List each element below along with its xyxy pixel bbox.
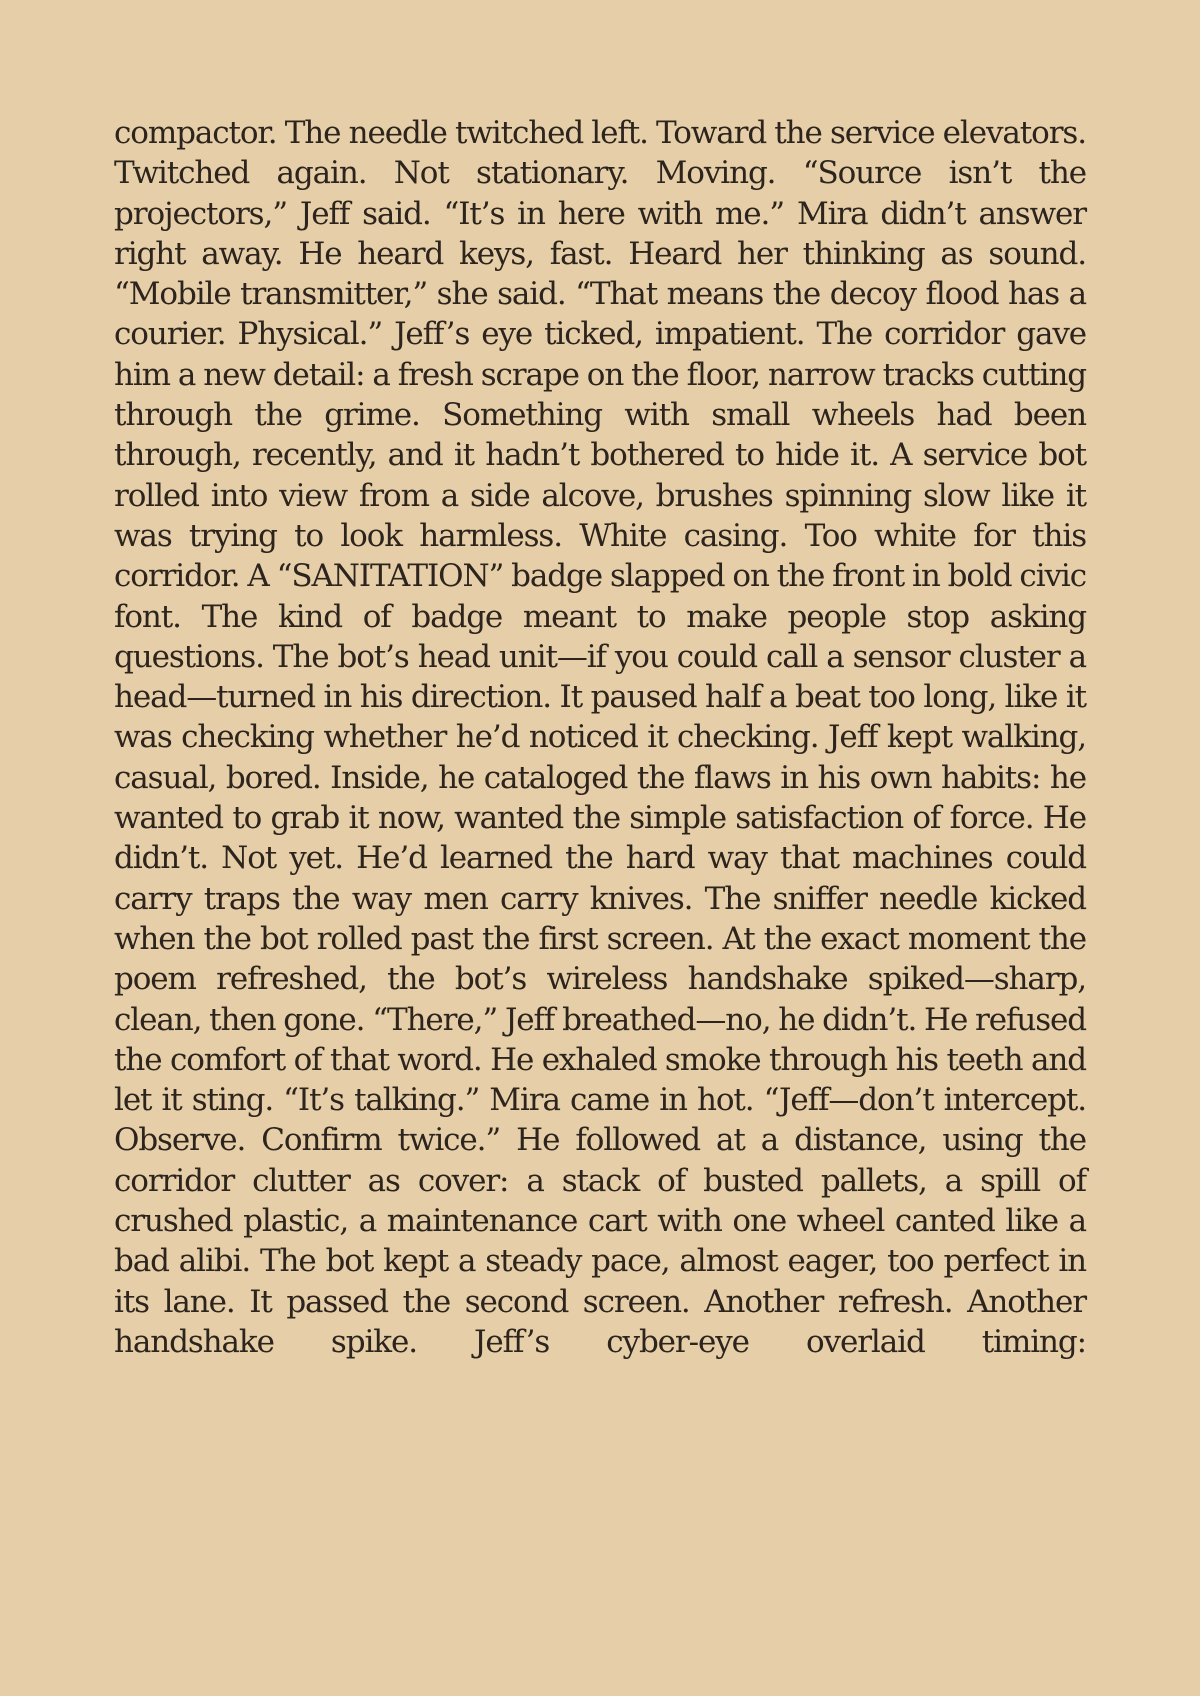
page-body xyxy=(114,113,1086,1673)
body-paragraph: compactor. The needle twitched left. Toward the service elevators. Twitched again. Not stationary. Moving. “Source isn’t the projectors,” Jeff said. “It’s in here with me.” Mira didn’t answer right away. He heard keys, fast. Heard her thinking as sound. “Mobile transmitter,” she said. “That means the decoy flood has a courier. Physical.” Jeff’s eye ticked, impatient. The corridor gave him a new detail: a fresh scrape on the floor, narrow tracks cutting through the grime. Something with small wheels had been through, recently, and it hadn’t bothered to hide it. A service bot rolled into view from a side alcove, brushes spinning slow like it was trying to look harmless. White casing. Too white for this corridor. A “SANITATION” badge slapped on the front in bold civic font. The kind of badge meant to make people stop asking questions. The bot’s head unit—if you could call a sensor cluster a head—turned in his direction. It paused half a beat too long, like it was checking whether he’d noticed it checking. Jeff kept walking, casual, bored. Inside, he cataloged the flaws in his own habits: he wanted to grab it now, wanted the simple satisfaction of force. He didn’t. Not yet. He’d learned the hard way that machines could carry traps the way men carry knives. The sniffer needle kicked when the bot rolled past the first screen. At the exact moment the poem refreshed, the bot’s wireless handshake spiked—sharp, clean, then gone. “There,” Jeff breathed—no, he didn’t. He refused the comfort of that word. He exhaled smoke through his teeth and let it sting. “It’s talking.” Mira came in hot. “Jeff—don’t intercept. Observe. Confirm twice.” He followed at a distance, using the corridor clutter as cover: a stack of busted pallets, a spill of crushed plastic, a maintenance cart with one wheel canted like a bad alibi. The bot kept a steady pace, almost eager, too perfect in its lane. It passed the second screen. Another refresh. Another handshake spike. Jeff’s cyber-eye overlaid timing: xyxy=(114,115,1086,1360)
